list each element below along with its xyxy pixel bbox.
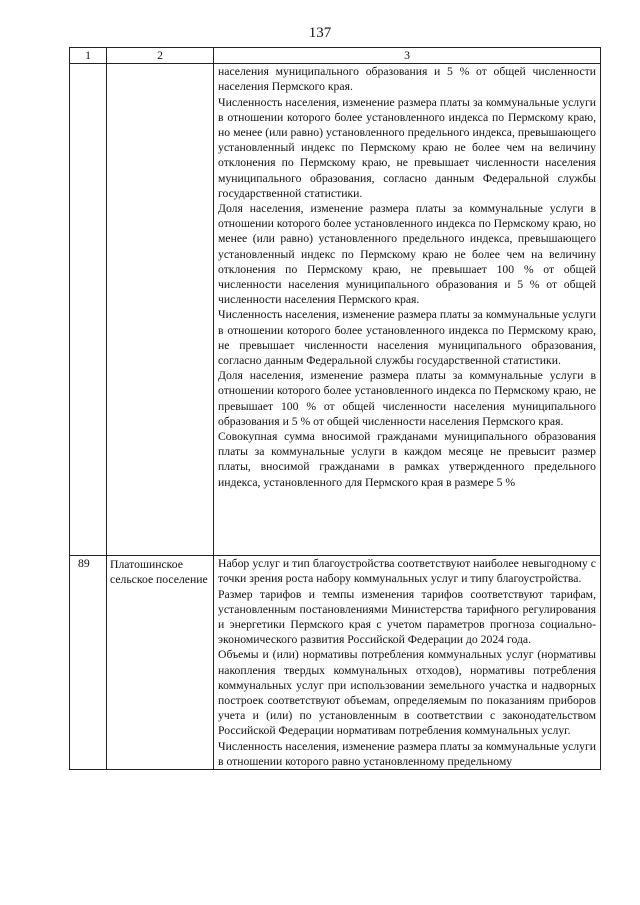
settlement-cell bbox=[107, 64, 214, 556]
paragraph: Доля населения, изменение размера платы за коммунальные услуги в отношении которого более установленного индекса по Пермскому краю, но менее (или равно) установленного предельного индекса, превышающего установленный индекс по Пермскому краю не более чем на величину отклонения по Пермскому краю, не превышает 100 % от общей численности населения муниципального образования и 5 % от общей численности населения Пермского края. bbox=[218, 202, 596, 307]
paragraph: Объемы и (или) нормативы потребления коммунальных услуг (нормативы накопления твердых коммунальных отходов), нормативы потребления коммунальных услуг при использовании земельного участка и надворных построек соответствуют объемам, определяемым по показаниям приборов учета и (или) по установленным в соответствии с законодательством Российской Федерации нормативам потребления коммунальных услуг. bbox=[218, 648, 596, 738]
header-col-1: 1 bbox=[70, 48, 107, 64]
conditions-cell bbox=[214, 556, 601, 770]
paragraph: Совокупная сумма вносимой гражданами муниципального образования платы за коммунальные услуги в каждом месяце не превысит размер платы, вносимой гражданами в рамках утвержденного предельного индекса, установленного для Пермского края в размере 5 % bbox=[218, 430, 596, 489]
paragraph: населения муниципального образования и 5 % от общей численности населения Пермского края. bbox=[218, 65, 596, 94]
row-number-cell bbox=[70, 64, 107, 556]
paragraph: Численность населения, изменение размера платы за коммунальные услуги в отношении которого равно установленному предельному bbox=[218, 739, 596, 768]
paragraph: Доля населения, изменение размера платы за коммунальные услуги в отношении которого более установленного индекса по Пермскому краю, не превышает 100 % от общей численности населения муниципального образования и 5 % от общей численности населения Пермского края. bbox=[218, 369, 596, 428]
header-col-3: 3 bbox=[214, 48, 601, 64]
table-row-89 bbox=[70, 556, 601, 770]
row-number: 89 bbox=[70, 556, 107, 770]
table-row-continued bbox=[70, 64, 601, 556]
header-col-2: 2 bbox=[107, 48, 214, 64]
document-table bbox=[69, 47, 601, 770]
paragraph: Набор услуг и тип благоустройства соответствуют наиболее невыгодному с точки зрения роста набору коммунальных услуг и типу благоустройства. bbox=[218, 557, 596, 586]
conditions-cell bbox=[214, 64, 601, 556]
paragraph: Численность населения, изменение размера платы за коммунальные услуги в отношении которого более установленного индекса по Пермскому краю, не превышает численности населения муниципального образования, согласно данным Федеральной службы государственной статистики. bbox=[218, 308, 596, 368]
settlement-name: Платошинское сельское поселение bbox=[107, 556, 214, 770]
page-number: 137 bbox=[308, 25, 332, 41]
paragraph: Размер тарифов и темпы изменения тарифов соответствуют тарифам, установленным постановлениями Министерства тарифного регулирования и энергетики Пермского края с учетом параметров прогноза социально-экономического развития Российской Федерации до 2024 года. bbox=[218, 587, 596, 647]
paragraph: Численность населения, изменение размера платы за коммунальные услуги в отношении которого более установленного индекса по Пермскому краю, но менее (или равно) установленного предельного индекса, превышающего установленный индекс по Пермскому краю не более чем на величину отклонения по Пермскому краю, не превышает численности населения муниципального образования, согласно данным Федеральной службы государственной статистики. bbox=[218, 95, 596, 200]
table-header-row bbox=[70, 48, 601, 64]
